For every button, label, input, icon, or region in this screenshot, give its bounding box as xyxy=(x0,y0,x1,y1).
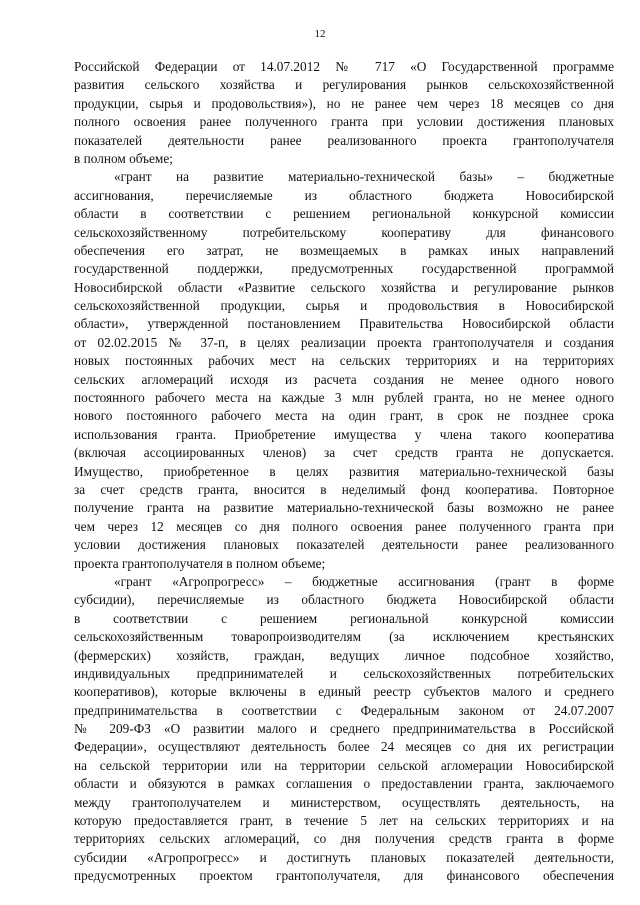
text-line: условии достижения плановых показателей деятельности ранее реализованного xyxy=(74,537,614,553)
text-line: за счет средств гранта, вносится в неделимый фонд кооператива. Повторное xyxy=(74,481,614,497)
text-line: в полном объеме; xyxy=(74,150,173,166)
paragraph-first-line: «грант «Агропрогресс» – бюджетные ассигнования (грант в форме xyxy=(114,573,614,589)
text-line: субсидии «Агропрогресс» и достигнуть плановых показателей деятельности, xyxy=(74,849,614,865)
text-line: № 209-ФЗ «О развитии малого и среднего предпринимательства в Российской xyxy=(74,721,614,737)
paragraph-first-line: «грант на развитие материально-технической базы» – бюджетные xyxy=(114,169,614,185)
text-line: между грантополучателем и министерством, осуществлять деятельность, на xyxy=(74,794,614,810)
text-line: области», утвержденной постановлением Правительства Новосибирской области xyxy=(74,316,614,332)
text-line: области в соответствии с решением региональной конкурсной комиссии xyxy=(74,206,614,222)
text-line: субсидии), перечисляемые из областного бюджета Новосибирской области xyxy=(74,592,614,608)
text-line: обеспечения его затрат, не возмещаемых в рамках иных направлений xyxy=(74,242,614,258)
text-line: которую предоставляется грант, в течение 5 лет на сельских территориях и на xyxy=(74,813,614,829)
text-line: новых постоянных рабочих мест на сельских территориях и на территориях xyxy=(74,353,614,369)
text-line: Российской Федерации от 14.07.2012 № 717 «О Государственной программе xyxy=(74,59,614,74)
text-line: ассигнования, перечисляемые из областного бюджета Новосибирской xyxy=(74,187,614,203)
text-line: проекта грантополучателя в полном объеме; xyxy=(74,555,326,571)
text-line: предусмотренных проектом грантополучателя, для финансового обеспечения xyxy=(74,868,614,884)
text-line: от 02.02.2015 № 37-п, в целях реализации проекта грантополучателя и создания xyxy=(74,334,614,350)
body-text xyxy=(74,58,614,886)
text-line: сельских агломераций исходя из расчета создания не менее одного нового xyxy=(74,371,614,387)
text-line: Имущество, приобретенное в целях развития материально-технической базы xyxy=(74,463,614,479)
text-line: Новосибирской области «Развитие сельского хозяйства и регулирование рынков xyxy=(74,279,614,295)
text-line: кооперативов), которые включены в единый реестр субъектов малого и среднего xyxy=(74,684,614,700)
text-line: использования гранта. Приобретение имущества у члена такого кооператива xyxy=(74,426,614,442)
text-line: территориях сельских агломераций, со дня получения средств гранта в форме xyxy=(74,831,614,847)
text-line: чем через 12 месяцев со дня полного освоения ранее полученного гранта при xyxy=(74,518,614,534)
text-line: сельскохозяйственной продукции, сырья и продовольствия в Новосибирской xyxy=(74,298,614,314)
text-line: (включая ассоциированных членов) за счет средств гранта не допускается. xyxy=(74,445,614,461)
text-line: Федерации», осуществляют деятельность более 24 месяцев со дня их регистрации xyxy=(74,739,614,755)
text-line: сельскохозяйственным товаропроизводителям (за исключением крестьянских xyxy=(74,629,614,645)
text-line: продукции, сырья и продовольствия»), но не ранее чем через 18 месяцев со дня xyxy=(74,95,614,111)
text-line: получение гранта на развитие материально-технической базы возможно не ранее xyxy=(74,500,614,516)
text-line: полного освоения ранее полученного гранта при условии достижения плановых xyxy=(74,114,614,130)
text-line: области и обязуются в рамках соглашения о предоставлении гранта, заключаемого xyxy=(74,776,614,792)
text-line: в соответствии с решением региональной конкурсной комиссии xyxy=(74,610,614,626)
text-line: государственной поддержки, предусмотренных государственной программой xyxy=(74,261,614,277)
text-line: развития сельского хозяйства и регулирования рынков сельскохозяйственной xyxy=(74,77,614,93)
text-line: нового постоянного рабочего места на один грант, в срок не позднее срока xyxy=(74,408,614,424)
text-line: на сельской территории или на территории сельской агломерации Новосибирской xyxy=(74,757,614,773)
text-line: сельскохозяйственному потребительскому кооперативу для финансового xyxy=(74,224,614,240)
text-line: постоянного рабочего места на каждые 3 млн рублей гранта, но не менее одного xyxy=(74,390,614,406)
page-number: 12 xyxy=(314,28,326,40)
text-line: (фермерских) хозяйств, граждан, ведущих личное подсобное хозяйство, xyxy=(74,647,614,663)
text-line: показателей деятельности ранее реализованного проекта грантополучателя xyxy=(74,132,614,148)
text-line: предпринимательства в соответствии с Федеральным законом от 24.07.2007 xyxy=(74,702,614,718)
text-line: индивидуальных предпринимателей и сельскохозяйственных потребительских xyxy=(74,665,614,681)
